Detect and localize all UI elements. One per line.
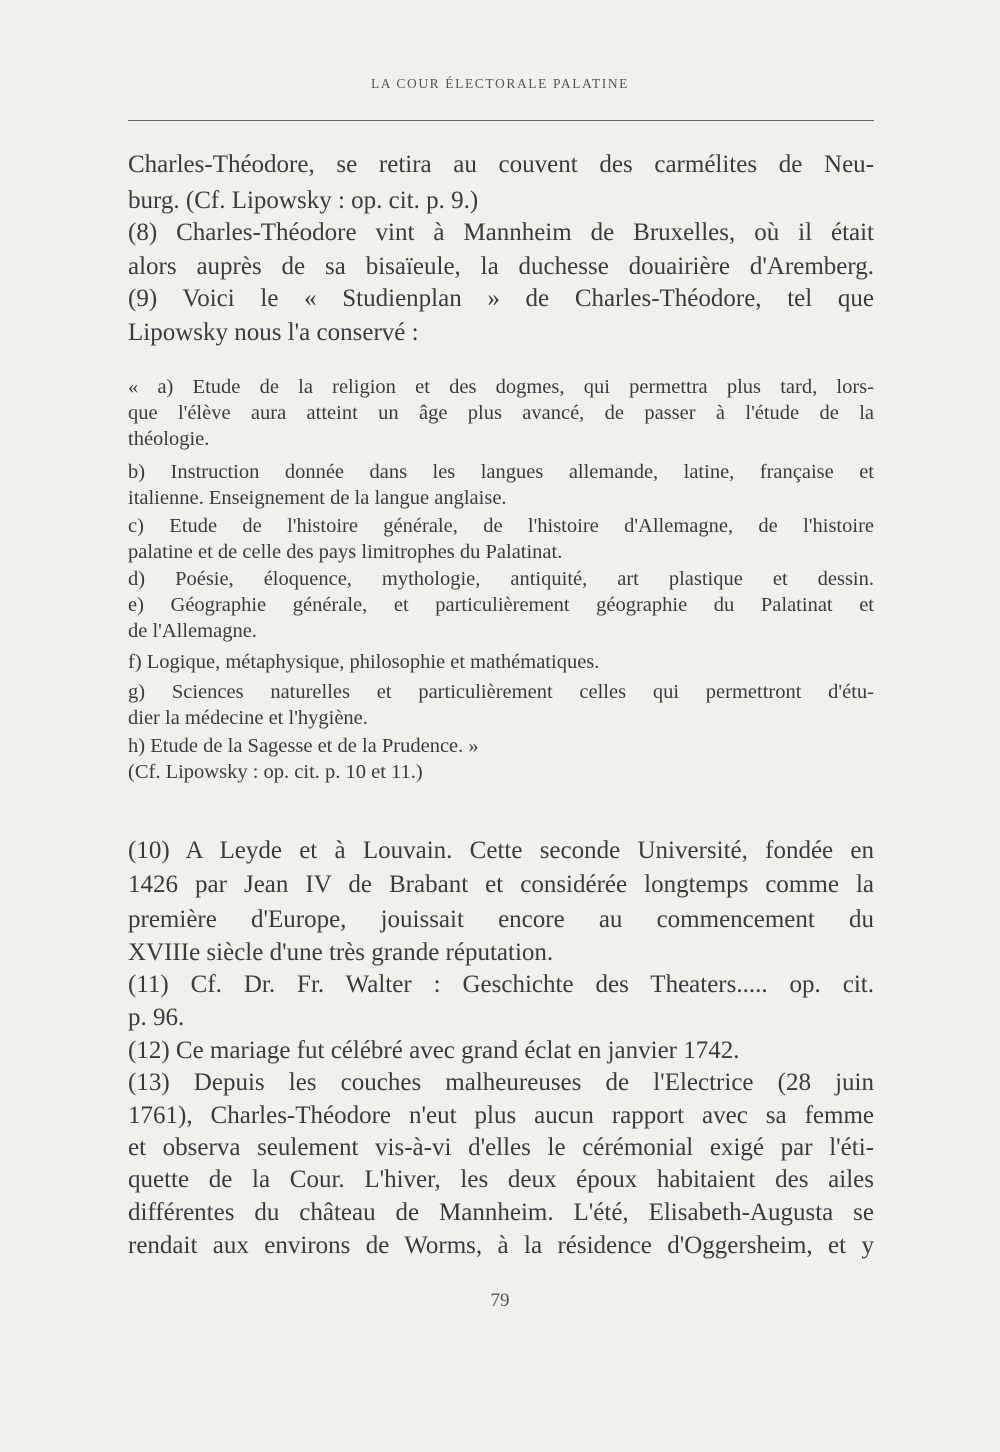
text-line: Charles-Théodore, se retira au couvent des carmélites de Neu- [128, 151, 874, 178]
header-rule [128, 120, 874, 121]
text-line: palatine et de celle des pays limitrophes du Palatinat. [128, 541, 563, 563]
text-line: théologie. [128, 428, 210, 450]
text-line: « a) Etude de la religion et des dogmes, qui permettra plus tard, lors- [128, 376, 874, 398]
text-line: rendait aux environs de Worms, à la résidence d'Oggersheim, et y [128, 1232, 874, 1259]
text-line: (10) A Leyde et à Louvain. Cette seconde Université, fondée en [128, 837, 874, 864]
text-line: alors auprès de sa bisaïeule, la duchesse douairière d'Aremberg. [128, 253, 874, 280]
text-line: (12) Ce mariage fut célébré avec grand éclat en janvier 1742. [128, 1037, 740, 1064]
text-line: g) Sciences naturelles et particulièrement celles qui permettront d'étu- [128, 681, 874, 703]
text-line: première d'Europe, jouissait encore au commencement du [128, 906, 874, 933]
text-line: (8) Charles-Théodore vint à Mannheim de Bruxelles, où il était [128, 219, 874, 246]
text-line: f) Logique, métaphysique, philosophie et mathématiques. [128, 651, 600, 673]
text-line: e) Géographie générale, et particulièrement géographie du Palatinat et [128, 594, 874, 616]
text-line: (13) Depuis les couches malheureuses de l'Electrice (28 juin [128, 1069, 874, 1096]
text-line: 1761), Charles-Théodore n'eut plus aucun rapport avec sa femme [128, 1102, 874, 1129]
text-line: h) Etude de la Sagesse et de la Prudence. » [128, 735, 479, 757]
text-line: de l'Allemagne. [128, 620, 257, 642]
text-line: b) Instruction donnée dans les langues allemande, latine, française et [128, 461, 874, 483]
text-line: que l'élève aura atteint un âge plus avancé, de passer à l'étude de la [128, 402, 874, 424]
text-line: c) Etude de l'histoire générale, de l'histoire d'Allemagne, de l'histoire [128, 515, 874, 537]
text-line: différentes du château de Mannheim. L'été, Elisabeth-Augusta se [128, 1199, 874, 1226]
text-line: italienne. Enseignement de la langue anglaise. [128, 487, 507, 509]
text-line: d) Poésie, éloquence, mythologie, antiquité, art plastique et dessin. [128, 568, 874, 590]
text-line: burg. (Cf. Lipowsky : op. cit. p. 9.) [128, 187, 479, 214]
text-line: (11) Cf. Dr. Fr. Walter : Geschichte des Theaters..... op. cit. [128, 971, 874, 998]
text-line: dier la médecine et l'hygiène. [128, 707, 368, 729]
text-line: XVIIIe siècle d'une très grande réputation. [128, 939, 554, 966]
text-line: 1426 par Jean IV de Brabant et considérée longtemps comme la [128, 871, 874, 898]
text-line: (Cf. Lipowsky : op. cit. p. 10 et 11.) [128, 761, 423, 783]
running-head: LA COUR ÉLECTORALE PALATINE [370, 76, 630, 91]
text-line: (9) Voici le « Studienplan » de Charles-Théodore, tel que [128, 285, 874, 312]
page-number: 79 [490, 1290, 510, 1311]
text-line: Lipowsky nous l'a conservé : [128, 319, 419, 346]
text-line: p. 96. [128, 1004, 185, 1031]
text-line: quette de la Cour. L'hiver, les deux époux habitaient des ailes [128, 1166, 874, 1193]
text-line: et observa seulement vis-à-vi d'elles le cérémonial exigé par l'éti- [128, 1134, 874, 1161]
